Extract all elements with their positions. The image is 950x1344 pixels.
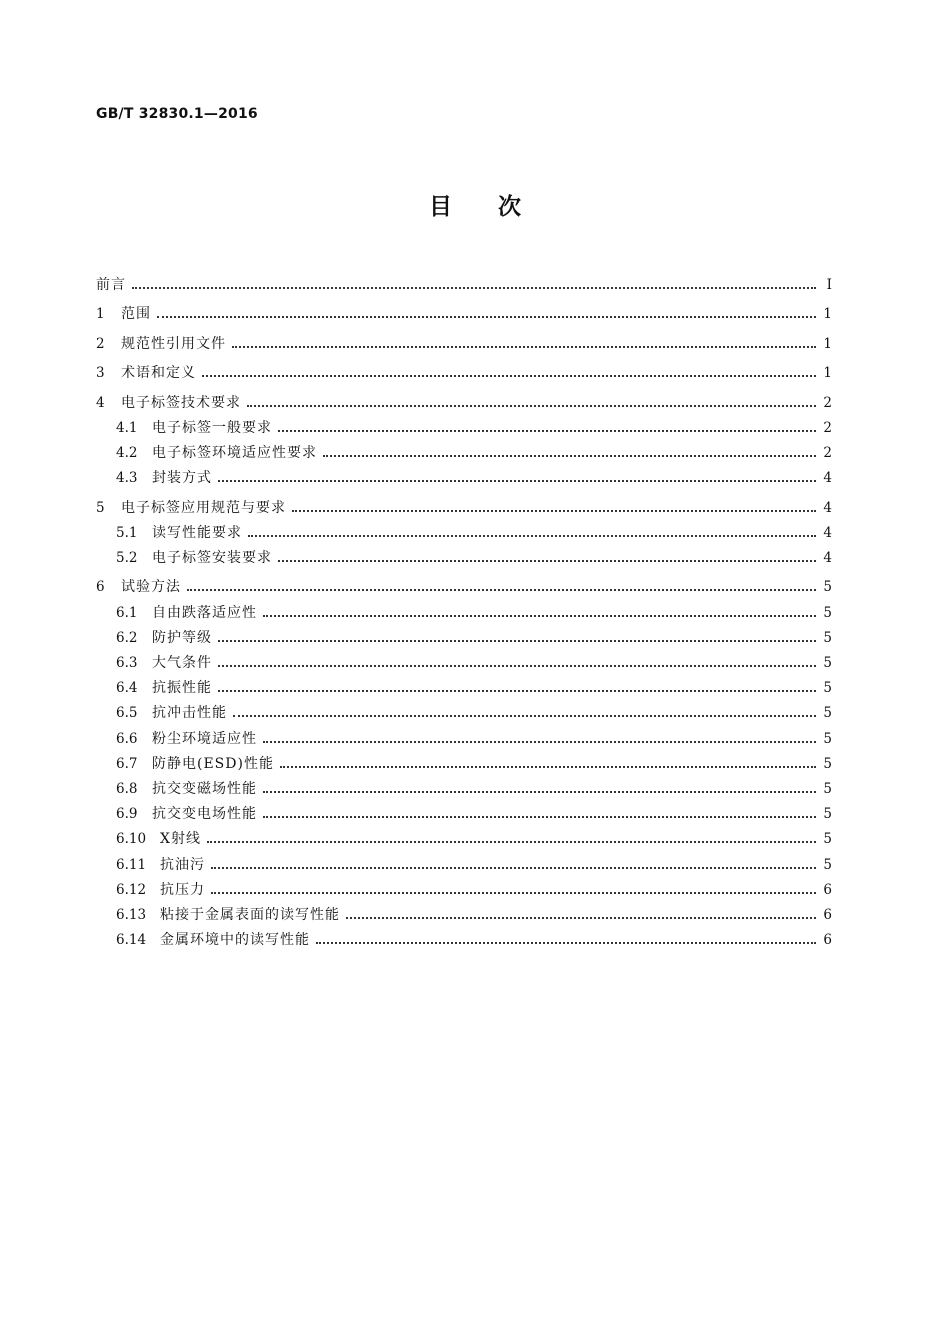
toc-entry-label: 抗油污 [160,856,205,873]
toc-entry-2[interactable] [96,323,832,353]
toc-entry-4-2[interactable] [96,437,832,462]
toc-entry-page: 4 [823,524,832,541]
toc-entry-label: 电子标签环境适应性要求 [152,444,317,461]
toc-entry-label: 范围 [121,306,151,322]
toc-leader-dots [263,816,816,818]
toc-leader-dots [218,640,816,642]
toc-entry-number: 6.4 [116,680,138,697]
toc-entry-page: 2 [823,444,832,461]
toc-entry-6-10[interactable] [96,823,832,848]
table-of-contents [96,264,832,949]
toc-entry-label: 大气条件 [152,655,212,671]
toc-entry-page: 5 [823,831,832,848]
toc-entry-number: 6.10 [116,831,147,848]
toc-entry-6-4[interactable] [96,672,832,697]
toc-entry-page: 1 [823,365,832,381]
toc-entry-number: 6.7 [116,755,138,772]
toc-entry-label: 粘接于金属表面的读写性能 [160,906,340,923]
toc-entry-number: 2 [96,335,105,352]
toc-entry-number: 6.13 [116,906,147,923]
toc-entry-page: 5 [823,730,832,747]
toc-entry-page: 5 [823,705,832,722]
toc-entry-4-1[interactable] [96,412,832,437]
toc-entry-page: 6 [823,881,832,898]
toc-entry-4[interactable] [96,382,832,412]
toc-entry-6-7[interactable] [96,748,832,773]
toc-entry-number: 6 [96,579,105,596]
toc-entry-number: 4.2 [116,444,138,461]
toc-leader-dots [218,665,816,667]
toc-entry-label: 自由跌落适应性 [152,604,257,621]
toc-leader-dots [280,766,816,768]
toc-entry-label: 规范性引用文件 [121,335,226,352]
toc-entry-foreword[interactable] [96,264,832,294]
toc-entry-number: 6.1 [116,604,138,621]
toc-entry-6-1[interactable] [96,596,832,621]
toc-entry-6-6[interactable] [96,722,832,747]
toc-leader-dots [278,430,816,432]
toc-entry-page: 4 [823,499,832,516]
toc-entry-label: 粉尘环境适应性 [152,730,257,747]
toc-leader-dots [263,615,816,617]
toc-entry-number: 6.12 [116,881,147,898]
toc-leader-dots [218,690,816,692]
toc-leader-dots [247,405,816,407]
toc-entry-6-11[interactable] [96,848,832,873]
toc-entry-page: 6 [823,906,832,923]
toc-leader-dots [248,535,816,537]
toc-entry-page: 4 [823,470,832,487]
toc-entry-6-8[interactable] [96,773,832,798]
toc-entry-label: 读写性能要求 [152,524,242,541]
toc-entry-6-12[interactable] [96,874,832,899]
toc-entry-number: 3 [96,365,105,381]
toc-leader-dots [218,480,816,482]
toc-entry-page: Ⅰ [826,276,832,293]
toc-leader-dots [187,589,816,591]
toc-entry-5[interactable] [96,487,832,517]
toc-entry-label: 抗冲击性能 [152,705,227,722]
toc-entry-page: 5 [823,604,832,621]
toc-leader-dots [346,917,816,919]
toc-leader-dots [132,287,816,289]
toc-entry-label: 电子标签一般要求 [152,419,272,436]
toc-entry-number: 4.1 [116,419,138,436]
toc-leader-dots [157,316,816,318]
toc-entry-page: 5 [823,655,832,671]
toc-entry-page: 1 [823,306,832,322]
toc-entry-6-9[interactable] [96,798,832,823]
toc-leader-dots [263,741,816,743]
toc-entry-3[interactable] [96,353,832,383]
toc-leader-dots [233,715,816,717]
toc-entry-number: 6.5 [116,705,138,722]
page-title: 目次 [429,194,567,220]
toc-entry-number: 5.1 [116,524,138,541]
toc-leader-dots [211,867,816,869]
toc-entry-number: 1 [96,306,105,322]
toc-leader-dots [211,892,816,894]
toc-entry-number: 6.11 [116,856,147,873]
toc-entry-label: 前言 [96,276,126,293]
toc-entry-label: 抗交变电场性能 [152,806,257,823]
toc-entry-label: 封装方式 [152,470,212,487]
toc-leader-dots [207,841,816,843]
toc-entry-number: 6.9 [116,806,138,823]
toc-entry-number: 6.8 [116,780,138,797]
toc-entry-number: 6.3 [116,655,138,671]
toc-entry-number: 6.14 [116,932,147,949]
toc-entry-label: X射线 [160,831,201,848]
toc-entry-page: 5 [823,755,832,772]
toc-entry-6-2[interactable] [96,622,832,647]
toc-leader-dots [292,510,816,512]
toc-leader-dots [202,375,816,377]
toc-entry-label: 金属环境中的读写性能 [160,932,310,949]
toc-leader-dots [323,455,816,457]
toc-entry-page: 6 [823,932,832,949]
toc-leader-dots [278,560,816,562]
toc-entry-label: 电子标签安装要求 [152,549,272,566]
toc-entry-page: 4 [823,549,832,566]
toc-leader-dots [263,791,816,793]
toc-entry-page: 1 [823,335,832,352]
toc-entry-6-3[interactable] [96,647,832,672]
toc-entry-number: 4 [96,394,105,411]
toc-entry-page: 5 [823,856,832,873]
toc-entry-6-14[interactable] [96,924,832,949]
standard-number: GB/T 32830.1—2016 [96,106,258,122]
toc-entry-6-5[interactable] [96,697,832,722]
toc-entry-page: 5 [823,629,832,646]
toc-entry-label: 试验方法 [121,579,181,596]
toc-entry-number: 4.3 [116,470,138,487]
toc-entry-label: 防护等级 [152,629,212,646]
toc-entry-label: 抗交变磁场性能 [152,780,257,797]
toc-entry-number: 6.2 [116,629,138,646]
toc-leader-dots [316,942,816,944]
toc-entry-label: 术语和定义 [121,365,196,381]
toc-entry-page: 2 [823,419,832,436]
toc-leader-dots [232,346,816,348]
toc-entry-6[interactable] [96,567,832,597]
toc-entry-label: 电子标签技术要求 [121,394,241,411]
toc-entry-1[interactable] [96,294,832,324]
toc-entry-page: 5 [823,806,832,823]
toc-entry-4-3[interactable] [96,462,832,487]
toc-entry-5-2[interactable] [96,542,832,567]
toc-entry-5-1[interactable] [96,517,832,542]
toc-entry-page: 2 [823,394,832,411]
toc-entry-page: 5 [823,780,832,797]
toc-entry-number: 5 [96,499,105,516]
toc-entry-number: 6.6 [116,730,138,747]
toc-entry-6-13[interactable] [96,899,832,924]
toc-entry-number: 5.2 [116,549,138,566]
toc-entry-label: 抗压力 [160,881,205,898]
toc-entry-page: 5 [823,680,832,697]
toc-entry-label: 防静电(ESD)性能 [152,755,274,772]
toc-entry-page: 5 [823,579,832,596]
toc-entry-label: 抗振性能 [152,680,212,697]
toc-entry-label: 电子标签应用规范与要求 [121,499,286,516]
